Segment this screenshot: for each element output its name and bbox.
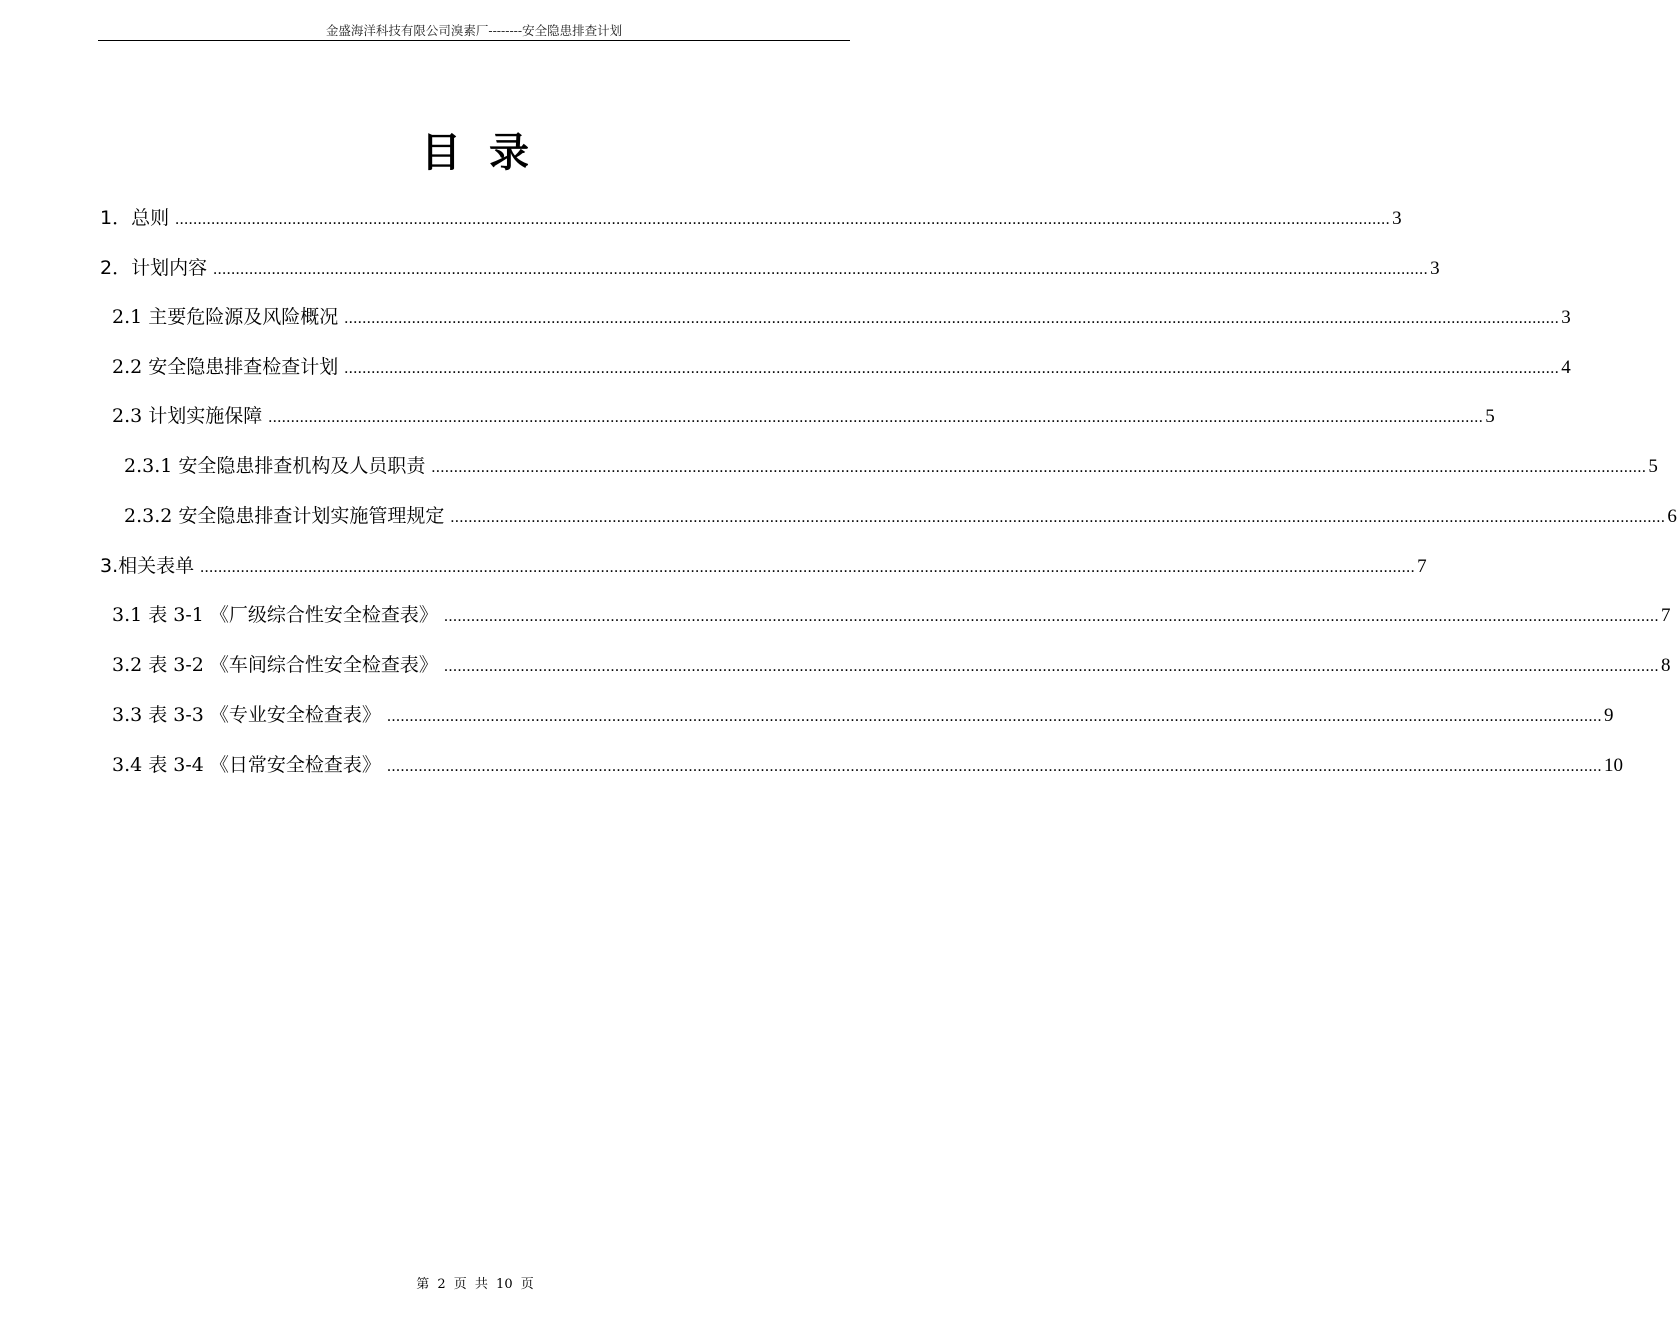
toc-page-number: 9 [1603,705,1614,726]
toc-dot-leader: .............................................................................................................................................................................................................................................................................. [344,360,1560,377]
toc-dot-leader: .............................................................................................................................................................................................................................................................................. [386,758,1602,775]
toc-entry-form-3-3[interactable] [112,700,1614,730]
toc-entry-label: 3.2 表 3-2 《车间综合性安全检查表》 [112,654,438,676]
toc-entry-label: 2．计划内容 [100,257,208,279]
toc-page-number: 5 [1485,406,1495,427]
toc-entry-form-3-2[interactable] [112,650,1671,680]
toc-dot-leader: .............................................................................................................................................................................................................................................................................. [450,509,1666,526]
toc-entry-inspection-plan[interactable] [112,352,1571,382]
toc-entry-plan-content[interactable] [100,253,1440,283]
toc-dot-leader: .............................................................................................................................................................................................................................................................................. [200,559,1416,576]
toc-dot-leader: .............................................................................................................................................................................................................................................................................. [213,261,1429,278]
toc-entry-form-3-4[interactable] [112,750,1623,780]
toc-entry-label: 3.4 表 3-4 《日常安全检查表》 [112,754,381,776]
toc-entry-label: 2.3 计划实施保障 [112,405,263,427]
page-number-text: 第 2 页 共 10 页 [416,1277,534,1292]
toc-entry-related-forms[interactable] [100,551,1427,581]
toc-entry-label: 2.3.1 安全隐患排查机构及人员职责 [124,455,426,477]
toc-entry-label: 2.3.2 安全隐患排查计划实施管理规定 [124,505,445,527]
toc-page-number: 5 [1648,456,1658,477]
toc-page-number: 3 [1430,258,1440,279]
toc-page-number: 3 [1561,307,1571,328]
toc-page-number: 4 [1561,357,1571,378]
toc-page-number: 7 [1417,556,1427,577]
toc-entry-label: 1．总则 [100,207,170,229]
toc-page-number: 8 [1660,655,1671,676]
toc-entry-general[interactable] [100,203,1402,233]
toc-page-number: 3 [1392,208,1402,229]
toc-entry-label: 3.相关表单 [100,555,195,577]
page-footer [0,1276,950,1294]
toc-entry-label: 2.2 安全隐患排查检查计划 [112,356,339,378]
toc-entry-plan-assurance[interactable] [112,401,1495,431]
toc-page-number: 7 [1660,605,1671,626]
toc-dot-leader: .............................................................................................................................................................................................................................................................................. [344,310,1560,327]
toc-dot-leader: .............................................................................................................................................................................................................................................................................. [443,608,1659,625]
toc-entry-hazard-overview[interactable] [112,302,1571,332]
toc-dot-leader: .............................................................................................................................................................................................................................................................................. [443,658,1659,675]
toc-dot-leader: .............................................................................................................................................................................................................................................................................. [431,459,1647,476]
toc-dot-leader: .............................................................................................................................................................................................................................................................................. [268,409,1484,426]
running-header [98,22,850,41]
toc-entry-label: 2.1 主要危险源及风险概况 [112,306,339,328]
toc-page-number: 6 [1667,506,1677,527]
toc-entry-label: 3.3 表 3-3 《专业安全检查表》 [112,704,381,726]
running-header-text: 金盛海洋科技有限公司溴素厂--------安全隐患排查计划 [325,23,623,38]
toc-entry-form-3-1[interactable] [112,600,1671,630]
toc-title: 目录 [421,129,557,176]
toc-entry-management-rules[interactable] [124,501,1677,531]
toc-entry-organization-duties[interactable] [124,451,1658,481]
toc-dot-leader: .............................................................................................................................................................................................................................................................................. [386,708,1602,725]
toc-dot-leader: .............................................................................................................................................................................................................................................................................. [175,211,1391,228]
toc-entry-label: 3.1 表 3-1 《厂级综合性安全检查表》 [112,604,438,626]
toc-page-number: 10 [1603,755,1623,776]
